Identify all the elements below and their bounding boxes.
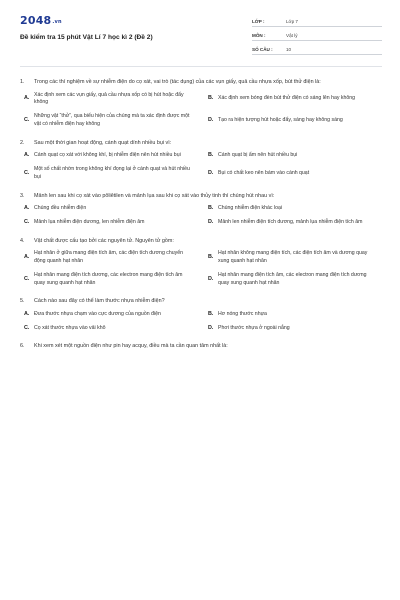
option-text: Hạt nhân không mang điện tích, các điện tích âm và dương quay xung quanh hạt nhân xyxy=(218,250,368,264)
question-item xyxy=(20,297,382,332)
option-text: Những vật “thử”, qua biểu hiện của chúng mà ta xác định được một vật có nhiễm điện hay không xyxy=(34,113,190,127)
answer-option[interactable] xyxy=(208,152,382,160)
question-text xyxy=(20,297,382,306)
question-number: 4. xyxy=(20,237,25,244)
question-number: 2. xyxy=(20,139,25,146)
option-text: Hạt nhân mang điện tích dương, các electron mang điện tích âm quay xung quanh hạt nhân xyxy=(34,271,183,286)
answer-option[interactable] xyxy=(208,205,382,213)
answer-option[interactable] xyxy=(208,250,382,266)
option-letter: B. xyxy=(208,254,214,261)
option-letter: A. xyxy=(24,254,30,261)
question-prompt: Cách nào sau đây có thể làm thước nhựa nhiễm điện? xyxy=(34,298,165,305)
option-letter: B. xyxy=(208,152,214,159)
answer-option[interactable] xyxy=(24,250,198,266)
question-prompt: Vật chất được cấu tạo bởi các nguyên tử. Nguyên tử gồm: xyxy=(34,237,174,244)
option-text: Bụi có chất keo nên bám vào cánh quạt xyxy=(218,169,310,176)
option-text: Một số chất nhờn trong không khí đọng lại ở cánh quạt và hút nhiều bụi xyxy=(34,165,190,180)
option-text: Hạt nhân mang điện tích âm, các electron mang điện tích dương quay xung quanh hạt nhân xyxy=(218,271,367,286)
option-letter: B. xyxy=(208,205,214,212)
answer-option[interactable] xyxy=(24,219,198,227)
option-text: Hơ nóng thước nhựa xyxy=(218,310,267,317)
answer-option[interactable] xyxy=(208,166,382,182)
question-text xyxy=(20,342,382,351)
test-meta xyxy=(252,16,382,58)
answer-option[interactable] xyxy=(208,311,382,319)
question-number: 3. xyxy=(20,192,25,199)
meta-subject-value: Vật lý xyxy=(286,32,298,38)
option-letter: C. xyxy=(24,324,30,331)
option-letter: A. xyxy=(24,205,30,212)
option-text: Đưa thước nhựa chạm vào cực dương của nguồn điện xyxy=(34,310,161,317)
answer-option[interactable] xyxy=(208,325,382,333)
question-prompt: Mảnh len sau khi cọ xát vào pôliêtilen và mảnh lụa sau khi cọ xát vào thủy tinh thì chúng hút nhau vì: xyxy=(34,192,275,199)
answer-option[interactable] xyxy=(208,272,382,288)
option-text: Cọ xát thước nhựa vào vải khô xyxy=(34,324,106,331)
site-logo[interactable] xyxy=(20,14,62,27)
question-prompt: Khi xem xét một nguồn điện như pin hay acquy, điều mà ta cần quan tâm nhất là: xyxy=(34,343,228,350)
question-item xyxy=(20,237,382,288)
option-text: Xác định xem bóng đèn bút thử điện có sáng lên hay không xyxy=(218,95,356,102)
meta-class-row xyxy=(252,16,382,27)
option-letter: B. xyxy=(208,310,214,317)
answer-option[interactable] xyxy=(208,113,382,129)
option-letter: C. xyxy=(24,169,30,176)
option-text: Hạt nhân ở giữa mang điện tích âm, các điện tích dương chuyển động quanh hạt nhân xyxy=(34,250,183,264)
page-header xyxy=(0,0,400,62)
answer-options xyxy=(20,92,382,129)
answer-option[interactable] xyxy=(24,113,198,129)
option-text: Chúng nhiễm điện khác loại xyxy=(218,205,283,212)
answer-options xyxy=(20,250,382,287)
question-text xyxy=(20,139,382,148)
question-item xyxy=(20,342,382,351)
answer-options xyxy=(20,152,382,181)
header-divider xyxy=(20,66,382,67)
answer-option[interactable] xyxy=(24,272,198,288)
answer-option[interactable] xyxy=(208,92,382,108)
question-list xyxy=(20,78,382,361)
answer-option[interactable] xyxy=(24,166,198,182)
option-letter: B. xyxy=(208,95,214,102)
option-letter: C. xyxy=(24,275,30,282)
meta-count-row xyxy=(252,44,382,55)
option-text: Xác định xem các vụn giấy, quả cầu nhựa xốp có bị hút hoặc đẩy không xyxy=(34,91,184,106)
option-text: Phơi thước nhựa ở ngoài nắng xyxy=(218,324,290,331)
page-title: Đề kiểm tra 15 phút Vật Lí 7 học kì 2 (Đề 2) xyxy=(20,34,153,41)
option-letter: D. xyxy=(208,116,214,123)
option-text: Cánh quạt bị ẩm nên hút nhiều bụi xyxy=(218,152,298,159)
option-letter: D. xyxy=(208,324,214,331)
option-letter: A. xyxy=(24,310,30,317)
question-number: 1. xyxy=(20,79,25,85)
question-prompt: Sau một thời gian hoạt động, cánh quạt dính nhiều bụi vì: xyxy=(34,139,172,146)
meta-count-value: 10 xyxy=(286,46,292,52)
question-number: 6. xyxy=(20,343,25,350)
option-letter: A. xyxy=(24,152,30,159)
option-letter: A. xyxy=(24,95,30,102)
question-text xyxy=(20,237,382,246)
meta-subject-label: MÔN : xyxy=(252,32,266,38)
question-item xyxy=(20,139,382,182)
option-text: Chúng đều nhiễm điện xyxy=(34,205,87,212)
answer-options xyxy=(20,205,382,227)
answer-option[interactable] xyxy=(24,152,198,160)
option-text: Mảnh len nhiễm điện tích dương, mảnh lụa nhiễm điện tích âm xyxy=(218,218,363,225)
question-text xyxy=(20,192,382,201)
answer-option[interactable] xyxy=(24,205,198,213)
answer-option[interactable] xyxy=(24,92,198,108)
answer-option[interactable] xyxy=(24,311,198,319)
option-letter: D. xyxy=(208,169,214,176)
answer-option[interactable] xyxy=(208,219,382,227)
option-letter: D. xyxy=(208,275,214,282)
logo-main: 2048 xyxy=(20,14,52,27)
answer-options xyxy=(20,311,382,333)
option-text: Tạo ra hiện tượng hút hoặc đẩy, sáng hay không sáng xyxy=(218,116,343,123)
question-prompt: Trong các thí nghiệm về sự nhiễm điện do cọ xát, vai trò (tác dụng) của các vụn giấy, quả cầu nhựa xốp, bút thử điện là: xyxy=(34,79,321,85)
question-number: 5. xyxy=(20,298,25,305)
question-text xyxy=(20,78,382,87)
option-text: Mảnh lụa nhiễm điện dương, len nhiễm điện âm xyxy=(34,218,145,225)
option-letter: C. xyxy=(24,218,30,225)
answer-option[interactable] xyxy=(24,325,198,333)
meta-subject-row xyxy=(252,30,382,41)
option-letter: C. xyxy=(24,116,30,123)
logo-suffix: .vn xyxy=(52,19,62,25)
meta-count-label: SỐ CÂU : xyxy=(252,46,273,52)
option-text: Cánh quạt cọ xát với không khí, bị nhiễm điện nên hút nhiều bụi xyxy=(34,152,181,159)
option-letter: D. xyxy=(208,218,214,225)
question-item xyxy=(20,78,382,129)
question-item xyxy=(20,192,382,227)
meta-class-label: LỚP : xyxy=(252,18,265,24)
meta-class-value: Lớp 7 xyxy=(286,18,298,24)
